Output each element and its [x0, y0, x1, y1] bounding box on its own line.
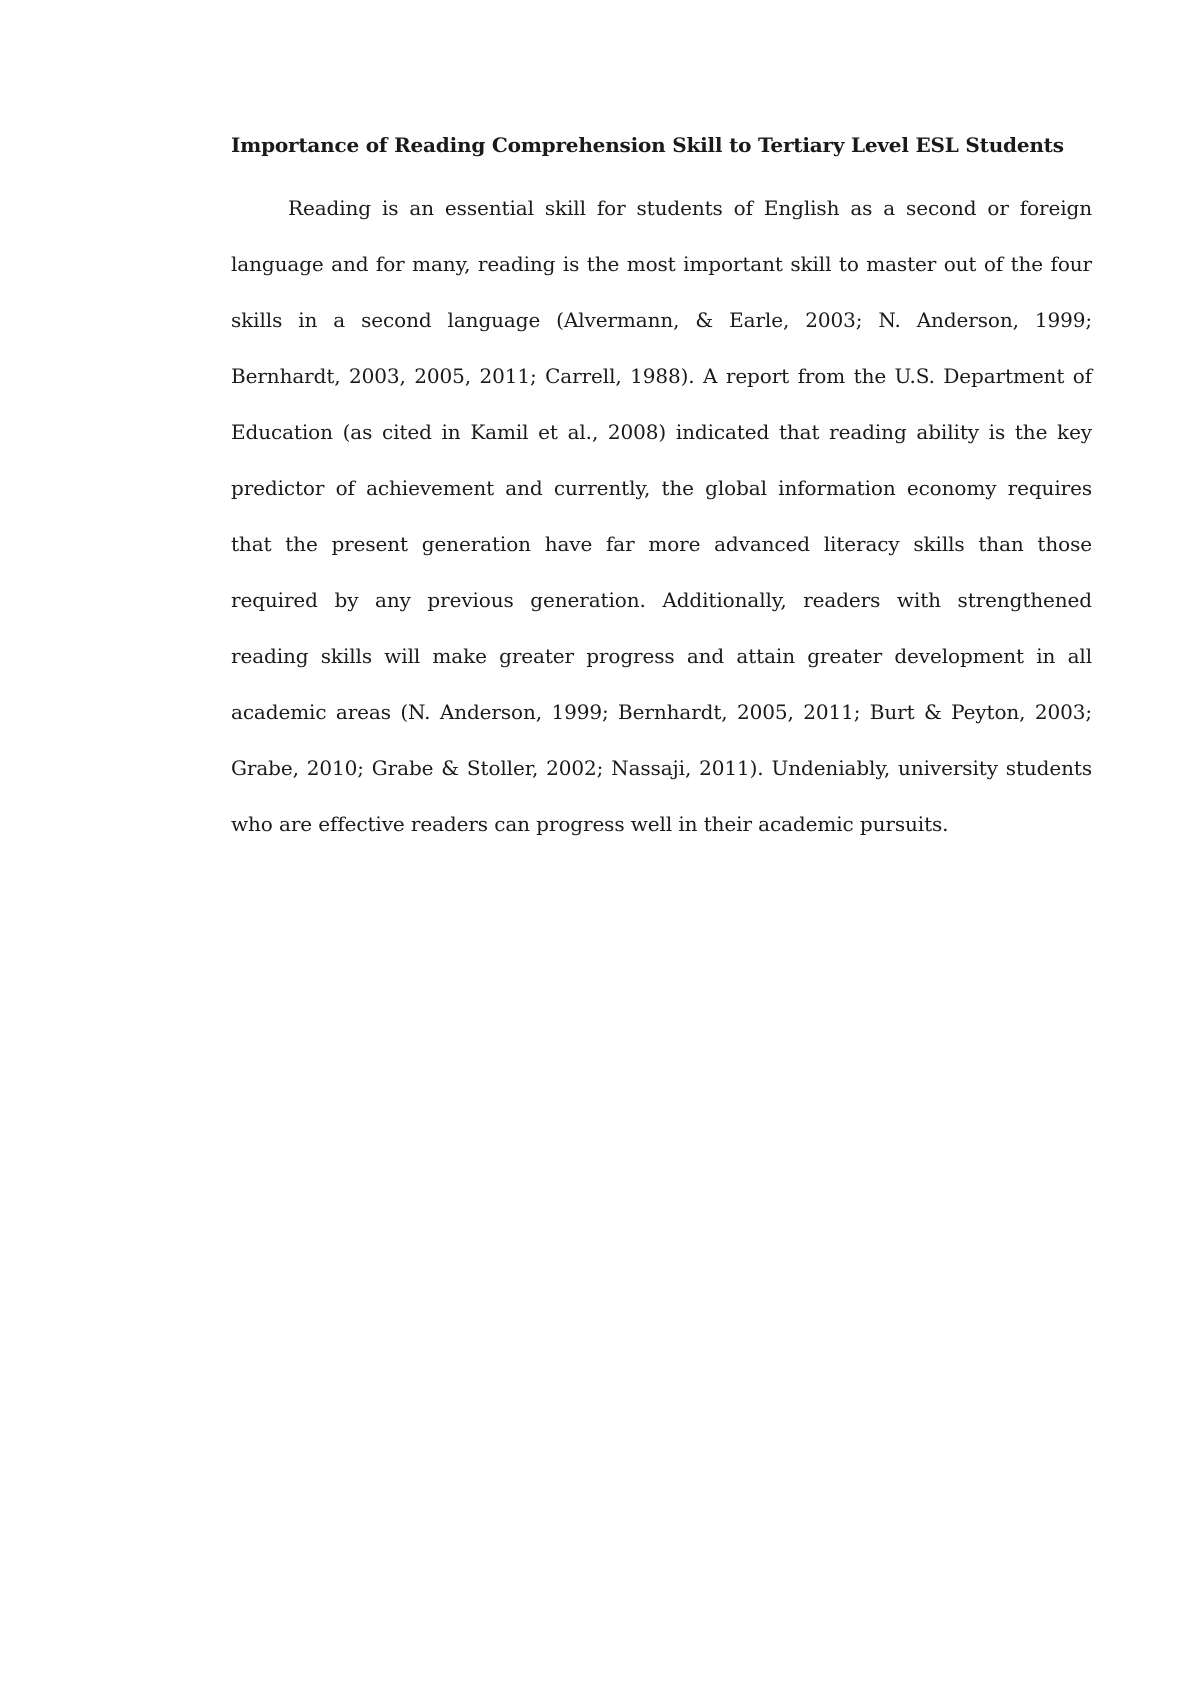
document-body [231, 130, 1092, 852]
body-paragraph: Reading is an essential skill for students of English as a second or foreign language and for many, reading is the most important skill to master out of the four skills in a second language (Alvermann, & Earle, 2003; N. Anderson, 1999; Bernhardt, 2003, 2005, 2011; Carrell, 1988). A report from the U.S. Department of Education (as cited in Kamil et al., 2008) indicated that reading ability is the key predictor of achievement and currently, the global information economy requires that the present generation have far more advanced literacy skills than those required by any previous generation. Additionally, readers with strengthened reading skills will make greater progress and attain greater development in all academic areas (N. Anderson, 1999; Bernhardt, 2005, 2011; Burt & Peyton, 2003; Grabe, 2010; Grabe & Stoller, 2002; Nassaji, 2011). Undeniably, university students who are effective readers can progress well in their academic pursuits. [231, 196, 1092, 836]
document-title: Importance of Reading Comprehension Skill to Tertiary Level ESL Students [231, 133, 1064, 157]
